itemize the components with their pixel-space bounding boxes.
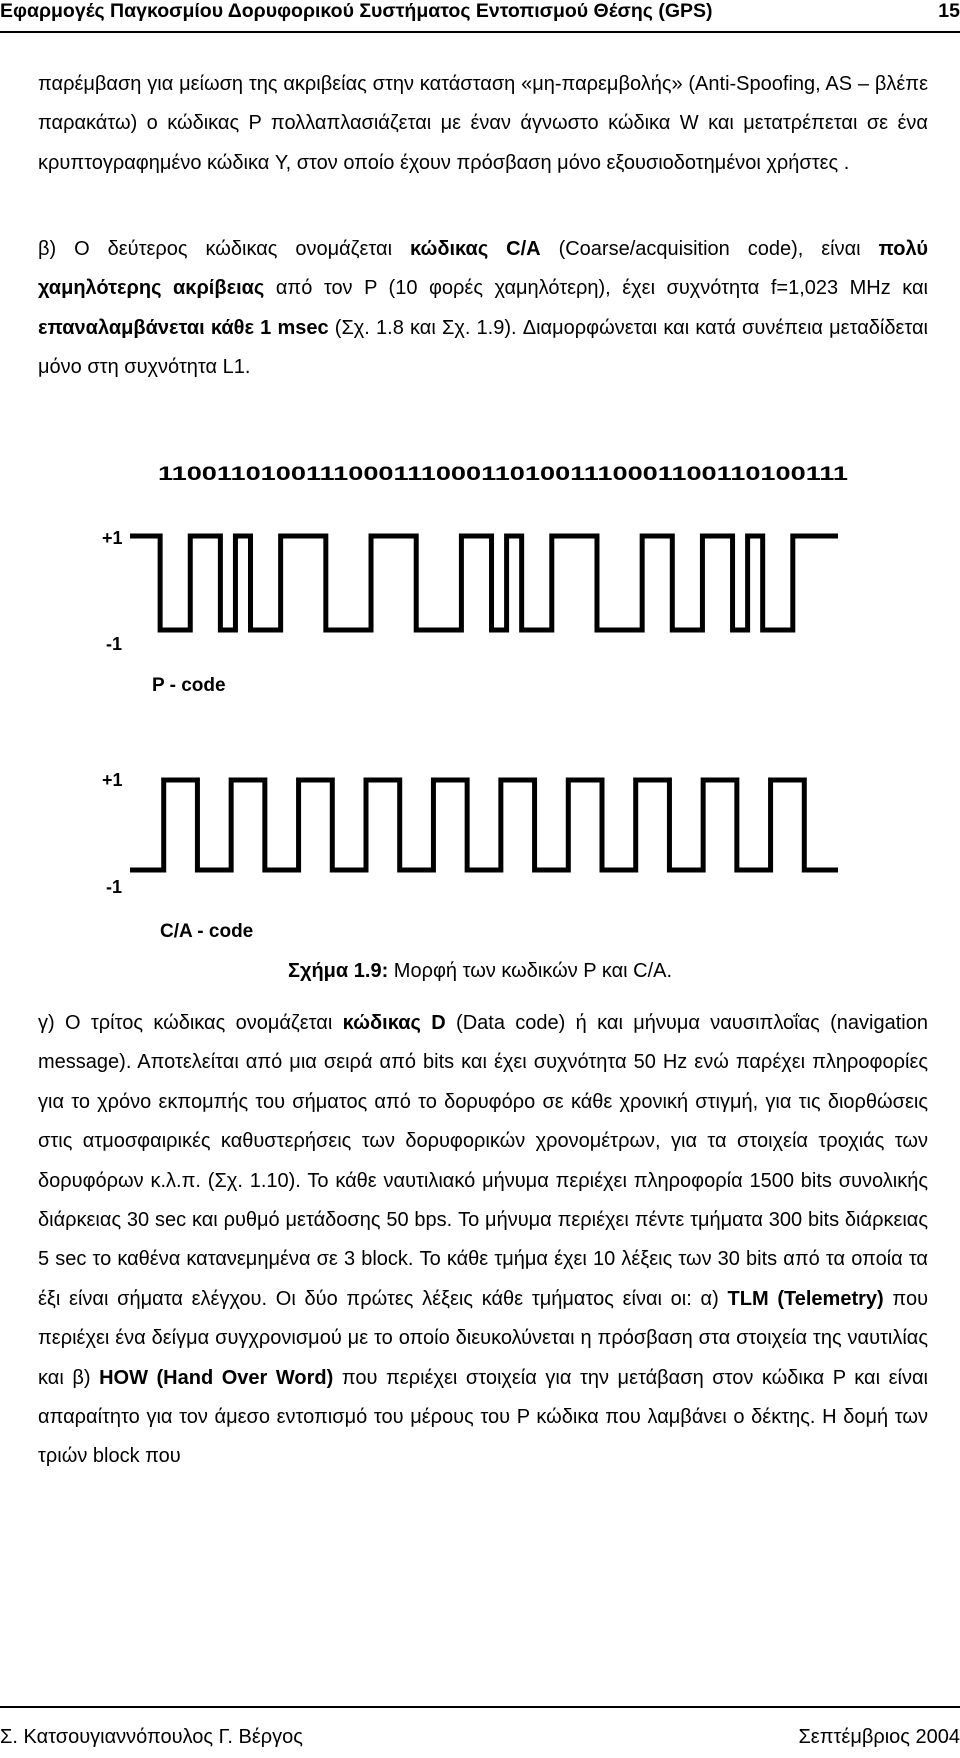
- paragraph-b-text-4: (Σχ. 1.8 και Σχ. 1.9). Διαμορφώνεται και κατά συνέπεια μεταδίδεται μόνο στη συχνότητα L1.: [38, 316, 929, 379]
- figure-caption-text: Μορφή των κωδικών P και C/A.: [388, 960, 673, 982]
- low-accuracy-term: πολύ χαμηλότερης ακρίβειας: [38, 238, 928, 300]
- header-rule: [0, 31, 960, 33]
- footer-rule: [0, 1706, 960, 1708]
- paragraph-b-text: [38, 230, 928, 388]
- p-code-label: P - code: [152, 675, 226, 696]
- d-code-term: κώδικας D: [342, 1012, 446, 1034]
- footer-date: Σεπτέμβριος 2004: [798, 1726, 960, 1748]
- ca-code-label: C/A - code: [160, 921, 254, 942]
- figure-caption-number: Σχήμα 1.9:: [287, 960, 389, 982]
- paragraph-b-text-1: β) Ο δεύτερος κώδικας ονομάζεται: [38, 238, 410, 260]
- page-footer: [0, 1706, 960, 1758]
- paragraph-c-text: [38, 1004, 928, 1477]
- paragraph-continued: [38, 65, 928, 183]
- paragraph-continued-text: παρέμβαση για μείωση της ακριβείας στην κατάσταση «μη-παρεμβολής» (Anti-Spoofing, AS – βλέπε παρακάτω) ο κώδικας P πολλαπλασιάζεται με έναν άγνωστο κώδικα W και μετατρέπεται σε ένα κρυπτογραφημένο κώδικα Y, στον οποίο έχουν πρόσβαση μόνο εξουσιοδοτημένοι χρήστες .: [38, 73, 928, 174]
- bit-sequence: 11001101001110001110001101001110001100110100111: [158, 464, 849, 485]
- footer-authors: Σ. Κατσουγιαννόπουλος Γ. Βέργος: [0, 1726, 303, 1748]
- paragraph-b: [38, 230, 928, 388]
- paragraph-b-text-3: από τον P (10 φορές χαμηλότερη), έχει συχνότητα f=1,023 MHz και: [264, 277, 928, 300]
- paragraph-c: [38, 1004, 928, 1477]
- p-code-waveform: [130, 536, 838, 630]
- page-header: [0, 0, 960, 32]
- ca-code-waveform: [130, 780, 838, 870]
- figure-caption: [0, 960, 960, 983]
- p-code-plus-label: +1: [102, 528, 123, 548]
- repeat-term: επαναλαμβάνεται κάθε 1 msec: [38, 316, 329, 339]
- paragraph-c-text-1: γ) Ο τρίτος κώδικας ονομάζεται: [38, 1012, 343, 1034]
- ca-code-term: κώδικας C/A: [409, 238, 541, 260]
- paragraph-c-text-2: (Data code) ή και μήνυμα ναυσιπλοΐας (navigation message). Αποτελείται από μια σειρά από bits και έχει συχνότητα 50 Hz ενώ παρέχει πληροφορίες για το χρόνο εκπομπής του σήματος από το δορυφόρο σε κάθε χρονική στιγμή, για τις διορθώσεις στις ατμοσφαιρικές καθυστερήσεις των δορυφορικών χρονομέτρων, για τα στοιχεία τροχιάς των δορυφόρων κ.λ.π. (Σχ. 1.10). Το κάθε ναυτιλιακό μήνυμα περιέχει πληροφορία 1500 bits συνολικής διάρκειας 30 sec και ρυθμό μετάδοσης 50 bps. Το μήνυμα περιέχει πέντε τμήματα 300 bits διάρκειας 5 sec το καθένα κατανεμημένα σε 3 block. Το κάθε τμήμα έχει 10 λέξεις των 30 bits από τα οποία τα έξι είναι σήματα ελέγχου. Οι δύο πρώτες λέξεις κάθε τμήματος είναι οι: α): [38, 1012, 928, 1310]
- code-waveform-figure: [0, 460, 960, 950]
- ca-code-minus-label: -1: [106, 877, 123, 897]
- how-term: HOW (Hand Over Word): [99, 1366, 334, 1389]
- paragraph-c-text-4: που περιέχει στοιχεία για την μετάβαση στον κώδικα P και είναι απαραίτητο για τον άμεσο εντοπισμό του μέρους του P κώδικα που λαμβάνει ο δέκτης. Η δομή των τριών block που: [38, 1366, 928, 1468]
- page-number: 15: [938, 0, 960, 22]
- paragraph-b-text-2: (Coarse/acquisition code), είναι: [540, 238, 879, 260]
- paragraph-c-text-3: που περιέχει ένα δείγμα συγχρονισμού με το οποίο διευκολύνεται η πρόσβαση στα στοιχεία της ναυτιλίας και β): [38, 1287, 929, 1389]
- ca-code-plus-label: +1: [102, 770, 123, 790]
- p-code-minus-label: -1: [106, 634, 123, 654]
- header-title: Εφαρμογές Παγκοσμίου Δορυφορικού Συστήματος Εντοπισμού Θέσης (GPS): [0, 0, 713, 22]
- tlm-term: TLM (Telemetry): [727, 1287, 884, 1310]
